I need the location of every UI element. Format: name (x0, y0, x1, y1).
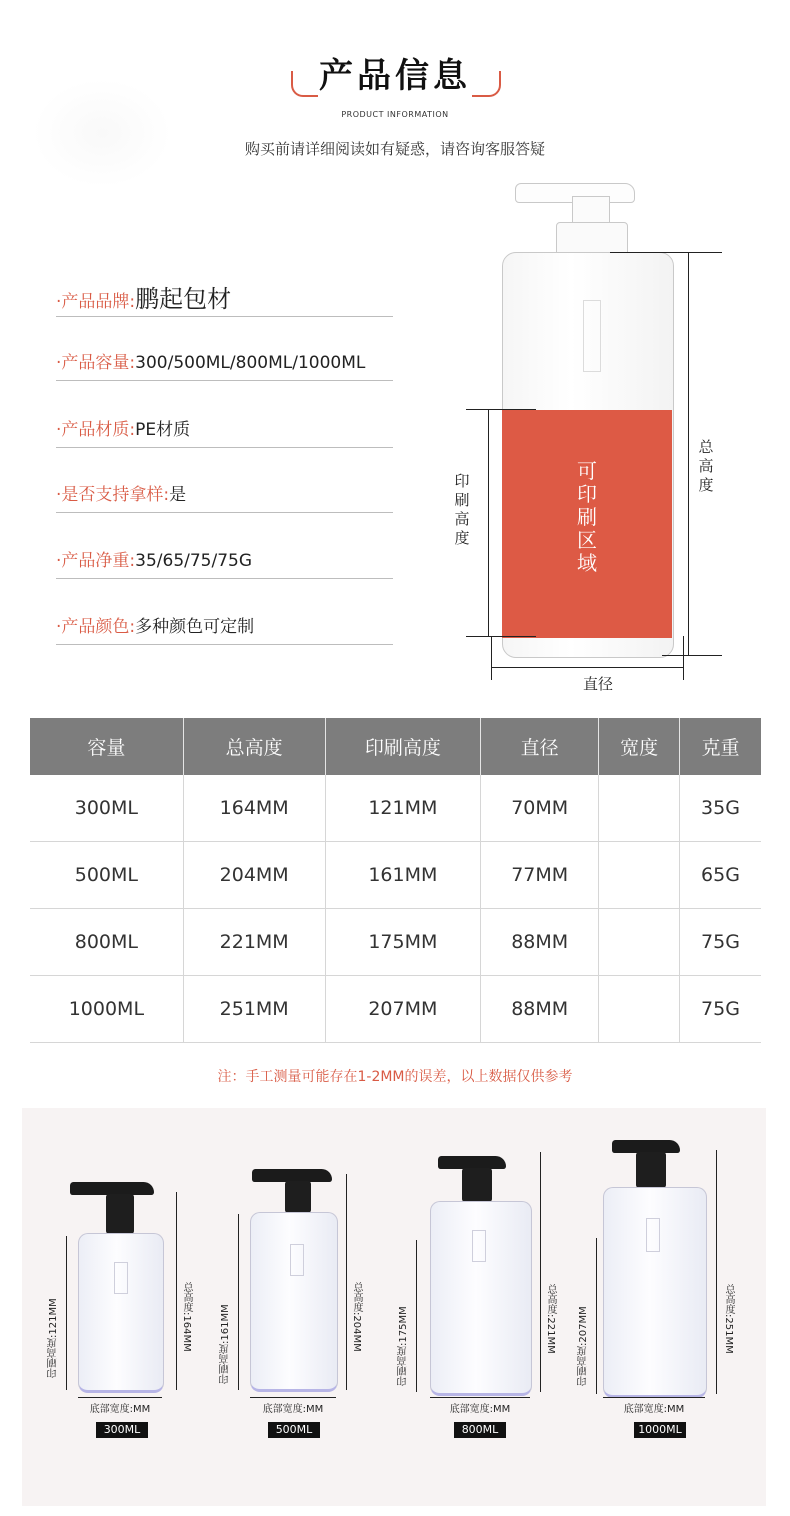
total-height-line (346, 1174, 347, 1390)
table-cell: 800ML (30, 909, 183, 976)
spec-label: ·产品净重: (56, 551, 136, 571)
spec-label: ·是否支持拿样: (56, 485, 170, 505)
table-cell: 221MM (183, 909, 325, 976)
spec-row-sample (56, 478, 393, 513)
print-height-text: 印刷高度:175MM (398, 1306, 409, 1386)
total-height-label: 总高度 (698, 438, 714, 494)
spec-value: 300/500ML/800ML/1000ML (135, 353, 366, 373)
capacity-badge: 800ML (454, 1422, 506, 1438)
dia-dim-right (683, 636, 684, 680)
spec-value: 多种颜色可定制 (135, 617, 255, 637)
measurement-note: 注：手工测量可能存在1-2MM的误差，以上数据仅供参考 (217, 1069, 573, 1085)
table-cell: 500ML (30, 842, 183, 909)
total-height-line (176, 1192, 177, 1390)
base-width-line (430, 1397, 530, 1398)
col-header: 印刷高度 (325, 718, 481, 775)
pump-neck (462, 1168, 492, 1202)
base-width-text: 底部宽度:MM (449, 1404, 511, 1415)
spec-label: ·产品容量: (56, 353, 136, 373)
col-header: 直径 (481, 718, 599, 775)
spec-label: ·产品品牌: (56, 292, 136, 312)
print-area-label: 可印刷区域 (577, 459, 597, 575)
print-height-line (416, 1240, 417, 1392)
pump-neck (285, 1181, 311, 1213)
print-height-line (488, 409, 489, 637)
pump-neck (106, 1194, 134, 1234)
table-row (30, 842, 761, 909)
diameter-line (491, 667, 684, 668)
col-header: 克重 (679, 718, 761, 775)
table-cell: 88MM (481, 976, 599, 1043)
print-height-line (66, 1236, 67, 1390)
bottle-300-body (78, 1233, 164, 1393)
table-cell: 300ML (30, 775, 183, 842)
total-height-text: 总高度:251MM (723, 1284, 734, 1354)
bottle-500-body (250, 1212, 338, 1392)
print-dim-bottom (466, 636, 536, 637)
col-header: 容量 (30, 718, 183, 775)
page-subtitle: PRODUCT INFORMATION (341, 110, 449, 119)
print-height-line (596, 1238, 597, 1394)
page-title: 产品信息 (319, 56, 471, 96)
total-height-text: 总高度:204MM (351, 1282, 362, 1352)
table-row (30, 775, 761, 842)
spec-row-weight (56, 544, 393, 579)
print-height-text: 印刷高度:161MM (220, 1304, 231, 1384)
diameter-label: 直径 (582, 675, 613, 693)
table-cell: 175MM (325, 909, 481, 976)
print-height-line (238, 1214, 239, 1390)
spec-value: PE材质 (135, 420, 191, 440)
print-height-text: 印刷高度:207MM (578, 1306, 589, 1386)
base-width-text: 底部宽度:MM (623, 1404, 685, 1415)
base-width-line (603, 1397, 705, 1398)
spec-row-color (56, 610, 393, 645)
base-width-text: 底部宽度:MM (262, 1404, 324, 1415)
col-header: 总高度 (183, 718, 325, 775)
table-row (30, 909, 761, 976)
total-height-line (688, 252, 689, 656)
spec-value: 鹏起包材 (135, 285, 232, 313)
table-cell: 207MM (325, 976, 481, 1043)
table-cell (599, 976, 680, 1043)
base-width-line (250, 1397, 336, 1398)
spec-row-material (56, 413, 393, 448)
table-cell: 1000ML (30, 976, 183, 1043)
dia-dim-left (491, 636, 492, 680)
spec-row-capacity (56, 346, 393, 381)
table-cell: 164MM (183, 775, 325, 842)
table-cell: 204MM (183, 842, 325, 909)
print-dim-top (466, 409, 536, 410)
capacity-badge: 1000ML (634, 1422, 686, 1438)
spec-value: 是 (169, 485, 187, 505)
table-cell: 75G (679, 976, 761, 1043)
dip-tube (472, 1230, 486, 1262)
table-cell: 70MM (481, 775, 599, 842)
spec-label: ·产品材质: (56, 420, 136, 440)
table-cell: 251MM (183, 976, 325, 1043)
table-cell: 65G (679, 842, 761, 909)
dip-tube (583, 300, 601, 372)
total-height-text: 总高度:221MM (545, 1284, 556, 1354)
dip-tube (114, 1262, 128, 1294)
total-height-text: 总高度:164MM (181, 1282, 192, 1352)
spec-value: 35/65/75/75G (135, 551, 253, 571)
table-cell (599, 842, 680, 909)
pump-neck (636, 1152, 666, 1188)
print-height-text: 印刷高度:121MM (48, 1298, 59, 1378)
spec-label: ·产品颜色: (56, 617, 136, 637)
table-cell: 161MM (325, 842, 481, 909)
capacity-badge: 300ML (96, 1422, 148, 1438)
spec-row-brand (56, 282, 393, 317)
table-header-row (30, 718, 761, 775)
purchase-notice: 购买前请详细阅读如有疑惑，请咨询客服答疑 (244, 140, 545, 158)
table-cell (599, 909, 680, 976)
table-cell: 77MM (481, 842, 599, 909)
capacity-badge: 500ML (268, 1422, 320, 1438)
dip-tube (290, 1244, 304, 1276)
spec-table (30, 718, 761, 1043)
table-cell: 35G (679, 775, 761, 842)
table-cell: 75G (679, 909, 761, 976)
col-header: 宽度 (599, 718, 680, 775)
total-height-line (716, 1150, 717, 1394)
table-cell (599, 775, 680, 842)
table-cell: 88MM (481, 909, 599, 976)
dim-line-bottom (662, 655, 722, 656)
base-width-text: 底部宽度:MM (89, 1404, 151, 1415)
dip-tube (646, 1218, 660, 1252)
total-height-line (540, 1152, 541, 1392)
print-height-label: 印刷高度 (454, 472, 470, 547)
table-cell: 121MM (325, 775, 481, 842)
table-row (30, 976, 761, 1043)
base-width-line (78, 1397, 162, 1398)
dim-line-top (610, 252, 722, 253)
